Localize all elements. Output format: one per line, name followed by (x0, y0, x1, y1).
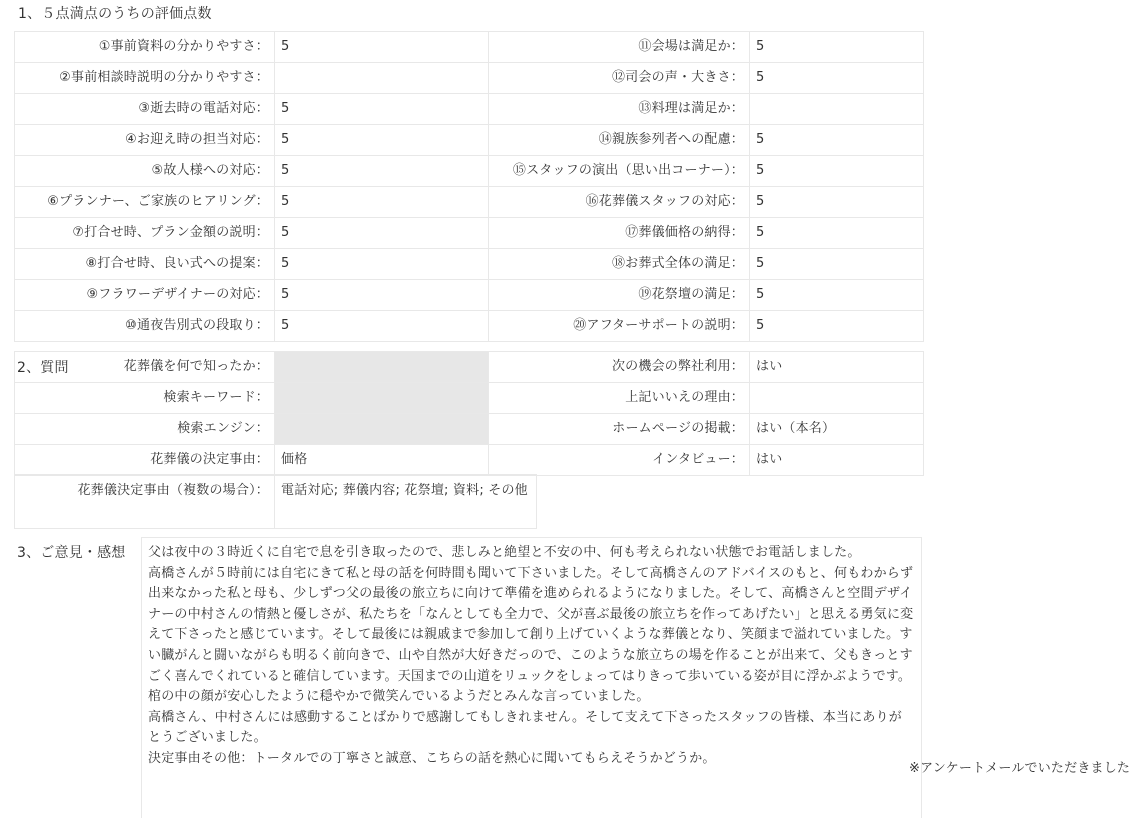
question-label: 次の機会の弊社利用： (489, 352, 750, 383)
question-value (750, 383, 924, 414)
question-value: はい (750, 352, 924, 383)
rating-value: 5 (750, 32, 924, 63)
table-row (15, 32, 924, 63)
table-row (15, 94, 924, 125)
rating-value: 5 (275, 156, 489, 187)
section2-title: 2、質問 (17, 360, 69, 376)
multi-reason-value: 電話対応; 葬儀内容; 花祭壇; 資料; その他 (275, 475, 537, 529)
section1-title: 1、５点満点のうちの評価点数 (18, 6, 212, 22)
table-row (15, 156, 924, 187)
rating-label: ⑥プランナー、ご家族のヒアリング： (15, 187, 275, 218)
table-row (15, 187, 924, 218)
table-row (15, 383, 924, 414)
question-value (275, 352, 489, 383)
multi-reason-table (14, 474, 537, 529)
question-label: 上記いいえの理由： (489, 383, 750, 414)
question-label: インタビュー： (489, 445, 750, 476)
table-row (15, 475, 537, 529)
rating-value: 5 (275, 125, 489, 156)
rating-value: 5 (750, 280, 924, 311)
rating-label: ⑦打合せ時、プラン金額の説明： (15, 218, 275, 249)
question-value: 価格 (275, 445, 489, 476)
comment-paragraph: 父は夜中の３時近くに自宅で息を引き取ったので、悲しみと絶望と不安の中、何も考えられない状態でお電話しました。 (148, 545, 861, 560)
table-row (15, 352, 924, 383)
rating-label: ②事前相談時説明の分かりやすさ： (15, 63, 275, 94)
rating-label: ⑫司会の声・大きさ： (489, 63, 750, 94)
question-value (275, 383, 489, 414)
rating-value: 5 (750, 311, 924, 342)
question-label: 検索エンジン： (15, 414, 275, 445)
table-row (15, 125, 924, 156)
rating-value: 5 (275, 249, 489, 280)
rating-value: 5 (750, 187, 924, 218)
rating-value: 5 (750, 125, 924, 156)
rating-value: 5 (750, 249, 924, 280)
comment-paragraph: 高橋さんが５時前には自宅にきて私と母の話を何時間も聞いて下さいました。そして高橋さんのアドバイスのもと、何もわからず出来なかった私と母も、少しずつ父の最後の旅立ちに向けて準備を進められるようになりました。そして、高橋さんと空間デザイナーの中村さんの情熱と優しさが、私たちを「なんとしても全力で、父が喜ぶ最後の旅立ちを作ってあげたい」と思える勇気に変えて下さったと感じています。そして最後には親戚まで参加して創り上げていくような葬儀となり、笑顔まで溢れていました。すい臓がんと闘いながらも明るく前向きで、山や自然が大好きだっので、このような旅立ちの場を作ることが出来て、父もきっとすごく喜んでくれていると確信しています。天国までの山道をリュックをしょってはりきって歩いている姿が目に浮かぶようです。棺の中の顔が安心したように穏やかで微笑んでいるようだとみんな言っていました。 (148, 565, 914, 705)
rating-value: 5 (275, 311, 489, 342)
rating-label: ①事前資料の分かりやすさ： (15, 32, 275, 63)
rating-value: 5 (275, 94, 489, 125)
rating-value: 5 (750, 218, 924, 249)
question-label: ホームページの掲載： (489, 414, 750, 445)
rating-label: ⑬料理は満足か： (489, 94, 750, 125)
questions-table (14, 351, 924, 476)
question-label: 花葬儀を何で知ったか： (15, 352, 275, 383)
rating-value: 5 (750, 156, 924, 187)
section3-title: 3、ご意見・感想 (17, 545, 126, 561)
rating-value: 5 (275, 218, 489, 249)
multi-reason-label: 花葬儀決定事由（複数の場合）： (15, 475, 275, 529)
table-row (15, 311, 924, 342)
rating-value: 5 (750, 63, 924, 94)
footnote: ※アンケートメールでいただきました (909, 761, 1131, 776)
rating-value: 5 (275, 187, 489, 218)
rating-label: ④お迎え時の担当対応： (15, 125, 275, 156)
table-row (15, 249, 924, 280)
comment-box (141, 537, 922, 818)
rating-label: ⑭親族参列者への配慮： (489, 125, 750, 156)
table-row (15, 414, 924, 445)
rating-label: ⑯花葬儀スタッフの対応： (489, 187, 750, 218)
rating-value: 5 (275, 32, 489, 63)
rating-label: ③逝去時の電話対応： (15, 94, 275, 125)
question-value: はい（本名） (750, 414, 924, 445)
rating-value (275, 63, 489, 94)
question-value: はい (750, 445, 924, 476)
table-row (15, 280, 924, 311)
ratings-table (14, 31, 924, 342)
rating-label: ⑪会場は満足か： (489, 32, 750, 63)
table-row (15, 63, 924, 94)
rating-label: ⑧打合せ時、良い式への提案： (15, 249, 275, 280)
table-row (15, 218, 924, 249)
question-value (275, 414, 489, 445)
rating-value (750, 94, 924, 125)
question-label: 検索キーワード： (15, 383, 275, 414)
comment-paragraph: 高橋さん、中村さんには感動することばかりで感謝してもしきれません。そして支えて下さったスタッフの皆様、本当にありがとうございました。 (148, 709, 902, 746)
question-label: 花葬儀の決定事由： (15, 445, 275, 476)
rating-label: ⑱お葬式全体の満足： (489, 249, 750, 280)
rating-label: ⑩通夜告別式の段取り： (15, 311, 275, 342)
rating-label: ⑮スタッフの演出（思い出コーナー）： (489, 156, 750, 187)
rating-label: ⑨フラワーデザイナーの対応： (15, 280, 275, 311)
rating-label: ⑰葬儀価格の納得： (489, 218, 750, 249)
rating-label: ⑲花祭壇の満足： (489, 280, 750, 311)
rating-label: ⑳アフターサポートの説明： (489, 311, 750, 342)
rating-value: 5 (275, 280, 489, 311)
rating-label: ⑤故人様への対応： (15, 156, 275, 187)
comment-paragraph: 決定事由その他：トータルでの丁寧さと誠意、こちらの話を熱心に聞いてもらえそうかどうか。 (148, 750, 716, 766)
table-row (15, 445, 924, 476)
